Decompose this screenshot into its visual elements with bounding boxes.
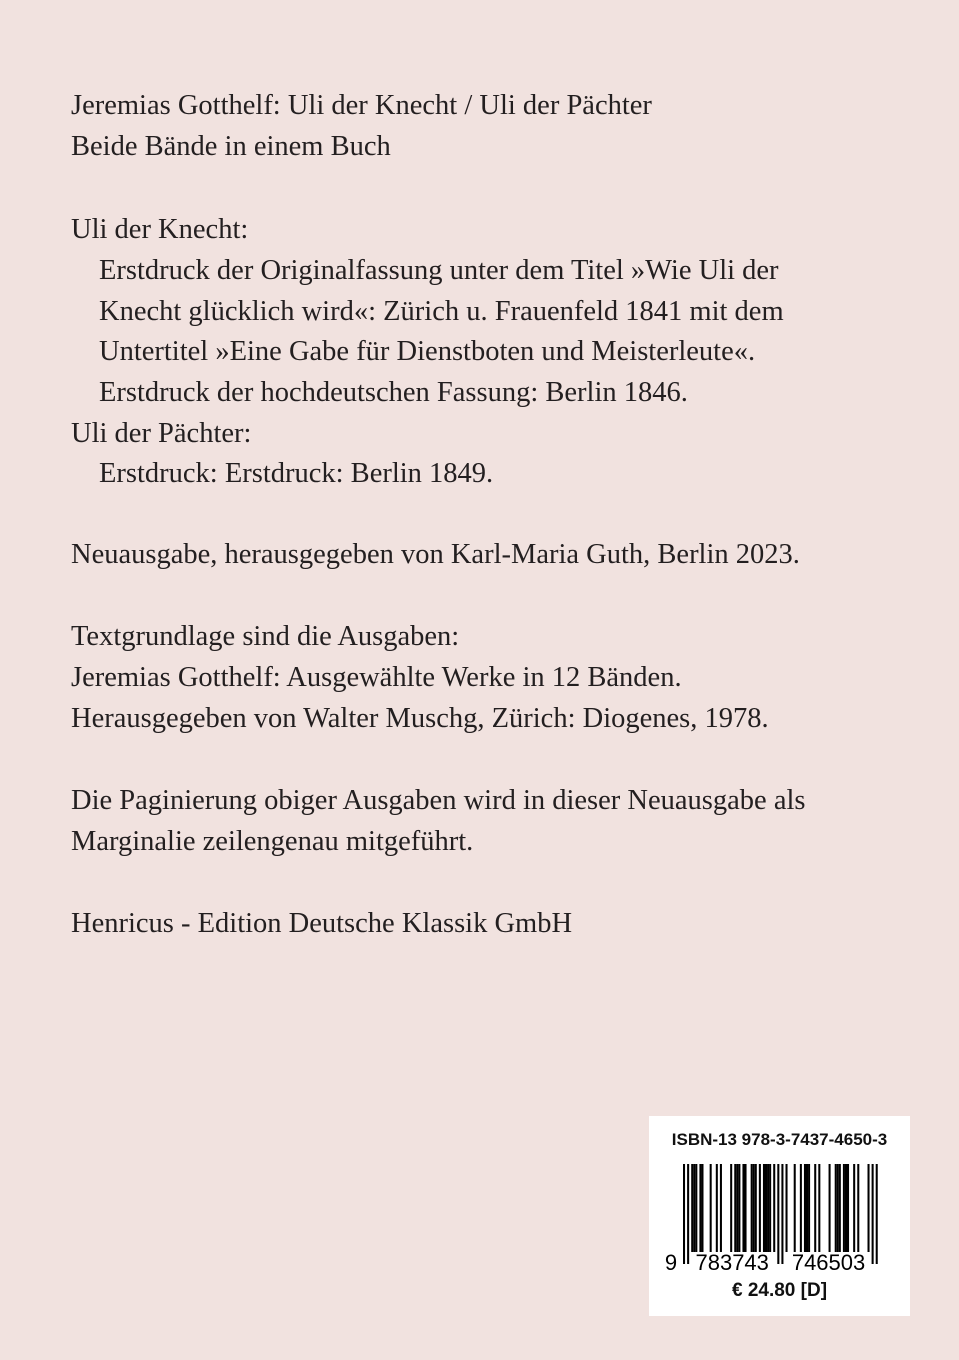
barcode-bar xyxy=(716,1164,718,1252)
isbn-text: ISBN-13 978-3-7437-4650-3 xyxy=(671,1130,888,1149)
barcode-bar xyxy=(738,1164,740,1252)
barcode-bar xyxy=(843,1164,845,1252)
barcode-bar xyxy=(839,1164,841,1252)
publisher-line: Henricus - Edition Deutsche Klassik GmbH xyxy=(71,908,573,939)
barcode-bar xyxy=(800,1164,802,1252)
text-line: Marginalie zeilengenau mitgeführt. xyxy=(71,826,474,857)
barcode-bar xyxy=(829,1164,831,1252)
subtitle-line: Beide Bände in einem Buch xyxy=(71,131,391,162)
barcode-bar xyxy=(701,1164,703,1252)
barcode-bar xyxy=(710,1164,712,1252)
barcode-bar xyxy=(814,1164,816,1252)
barcode-digits: 9 xyxy=(664,1250,678,1274)
price-text: € 24.80 [D] xyxy=(731,1280,828,1301)
barcode-bar xyxy=(759,1164,761,1252)
text-line: Textgrundlage sind die Ausgaben: xyxy=(71,621,460,652)
barcode-bar xyxy=(872,1164,874,1264)
barcode-digits: 746503 xyxy=(791,1250,866,1274)
barcode-bar xyxy=(808,1164,810,1252)
section-heading: Uli der Pächter: xyxy=(71,418,252,449)
text-line: Erstdruck der Originalfassung unter dem Titel »Wie Uli der xyxy=(99,255,779,286)
barcode-bar xyxy=(699,1164,701,1252)
barcode-bar xyxy=(835,1164,837,1252)
barcode-bar xyxy=(691,1164,693,1252)
barcode-bar xyxy=(786,1164,788,1252)
barcode-bar xyxy=(745,1164,747,1252)
barcode-bar xyxy=(693,1164,695,1252)
text-line: Erstdruck: Erstdruck: Berlin 1849. xyxy=(99,458,494,489)
barcode-label xyxy=(649,1116,910,1316)
barcode-bar xyxy=(868,1164,870,1252)
barcode-bar xyxy=(742,1164,744,1252)
barcode xyxy=(663,1164,898,1274)
barcode-bar xyxy=(763,1164,765,1252)
text-line: Jeremias Gotthelf: Ausgewählte Werke in 12 Bänden. xyxy=(71,662,682,693)
barcode-bar xyxy=(847,1164,849,1252)
barcode-bar xyxy=(857,1164,859,1252)
barcode-bar xyxy=(765,1164,767,1252)
barcode-bar xyxy=(794,1164,796,1252)
section-heading: Uli der Knecht: xyxy=(71,214,249,245)
title-line: Jeremias Gotthelf: Uli der Knecht / Uli der Pächter xyxy=(71,90,652,121)
barcode-bar xyxy=(730,1164,732,1252)
barcode-bar xyxy=(720,1164,722,1252)
barcode-bar xyxy=(781,1164,783,1264)
barcode-bar xyxy=(734,1164,736,1252)
barcode-bar xyxy=(753,1164,755,1252)
barcode-bar xyxy=(755,1164,757,1252)
barcode-bar xyxy=(773,1164,775,1252)
text-line: Erstdruck der hochdeutschen Fassung: Berlin 1846. xyxy=(99,377,688,408)
text-line: Die Paginierung obiger Ausgaben wird in dieser Neuausgabe als xyxy=(71,785,806,816)
edition-line: Neuausgabe, herausgegeben von Karl-Maria Guth, Berlin 2023. xyxy=(71,539,800,570)
barcode-bar xyxy=(695,1164,697,1252)
barcode-bar xyxy=(777,1164,779,1264)
text-line: Knecht glücklich wird«: Zürich u. Frauenfeld 1841 mit dem xyxy=(99,296,784,327)
barcode-bar xyxy=(837,1164,839,1252)
text-line: Herausgegeben von Walter Muschg, Zürich: Diogenes, 1978. xyxy=(71,703,769,734)
barcode-digits: 783743 xyxy=(695,1250,769,1274)
barcode-bar xyxy=(845,1164,847,1252)
barcode-bar xyxy=(687,1164,689,1264)
barcode-bar xyxy=(769,1164,771,1252)
barcode-bar xyxy=(736,1164,738,1252)
barcode-bar xyxy=(818,1164,820,1252)
text-line: Untertitel »Eine Gabe für Dienstboten und Meisterleute«. xyxy=(99,336,756,367)
barcode-bar xyxy=(751,1164,753,1252)
barcode-bar xyxy=(853,1164,855,1252)
barcode-bar xyxy=(876,1164,878,1264)
barcode-bar xyxy=(683,1164,685,1264)
barcode-bar xyxy=(804,1164,806,1252)
barcode-bar xyxy=(767,1164,769,1252)
barcode-bar xyxy=(806,1164,808,1252)
